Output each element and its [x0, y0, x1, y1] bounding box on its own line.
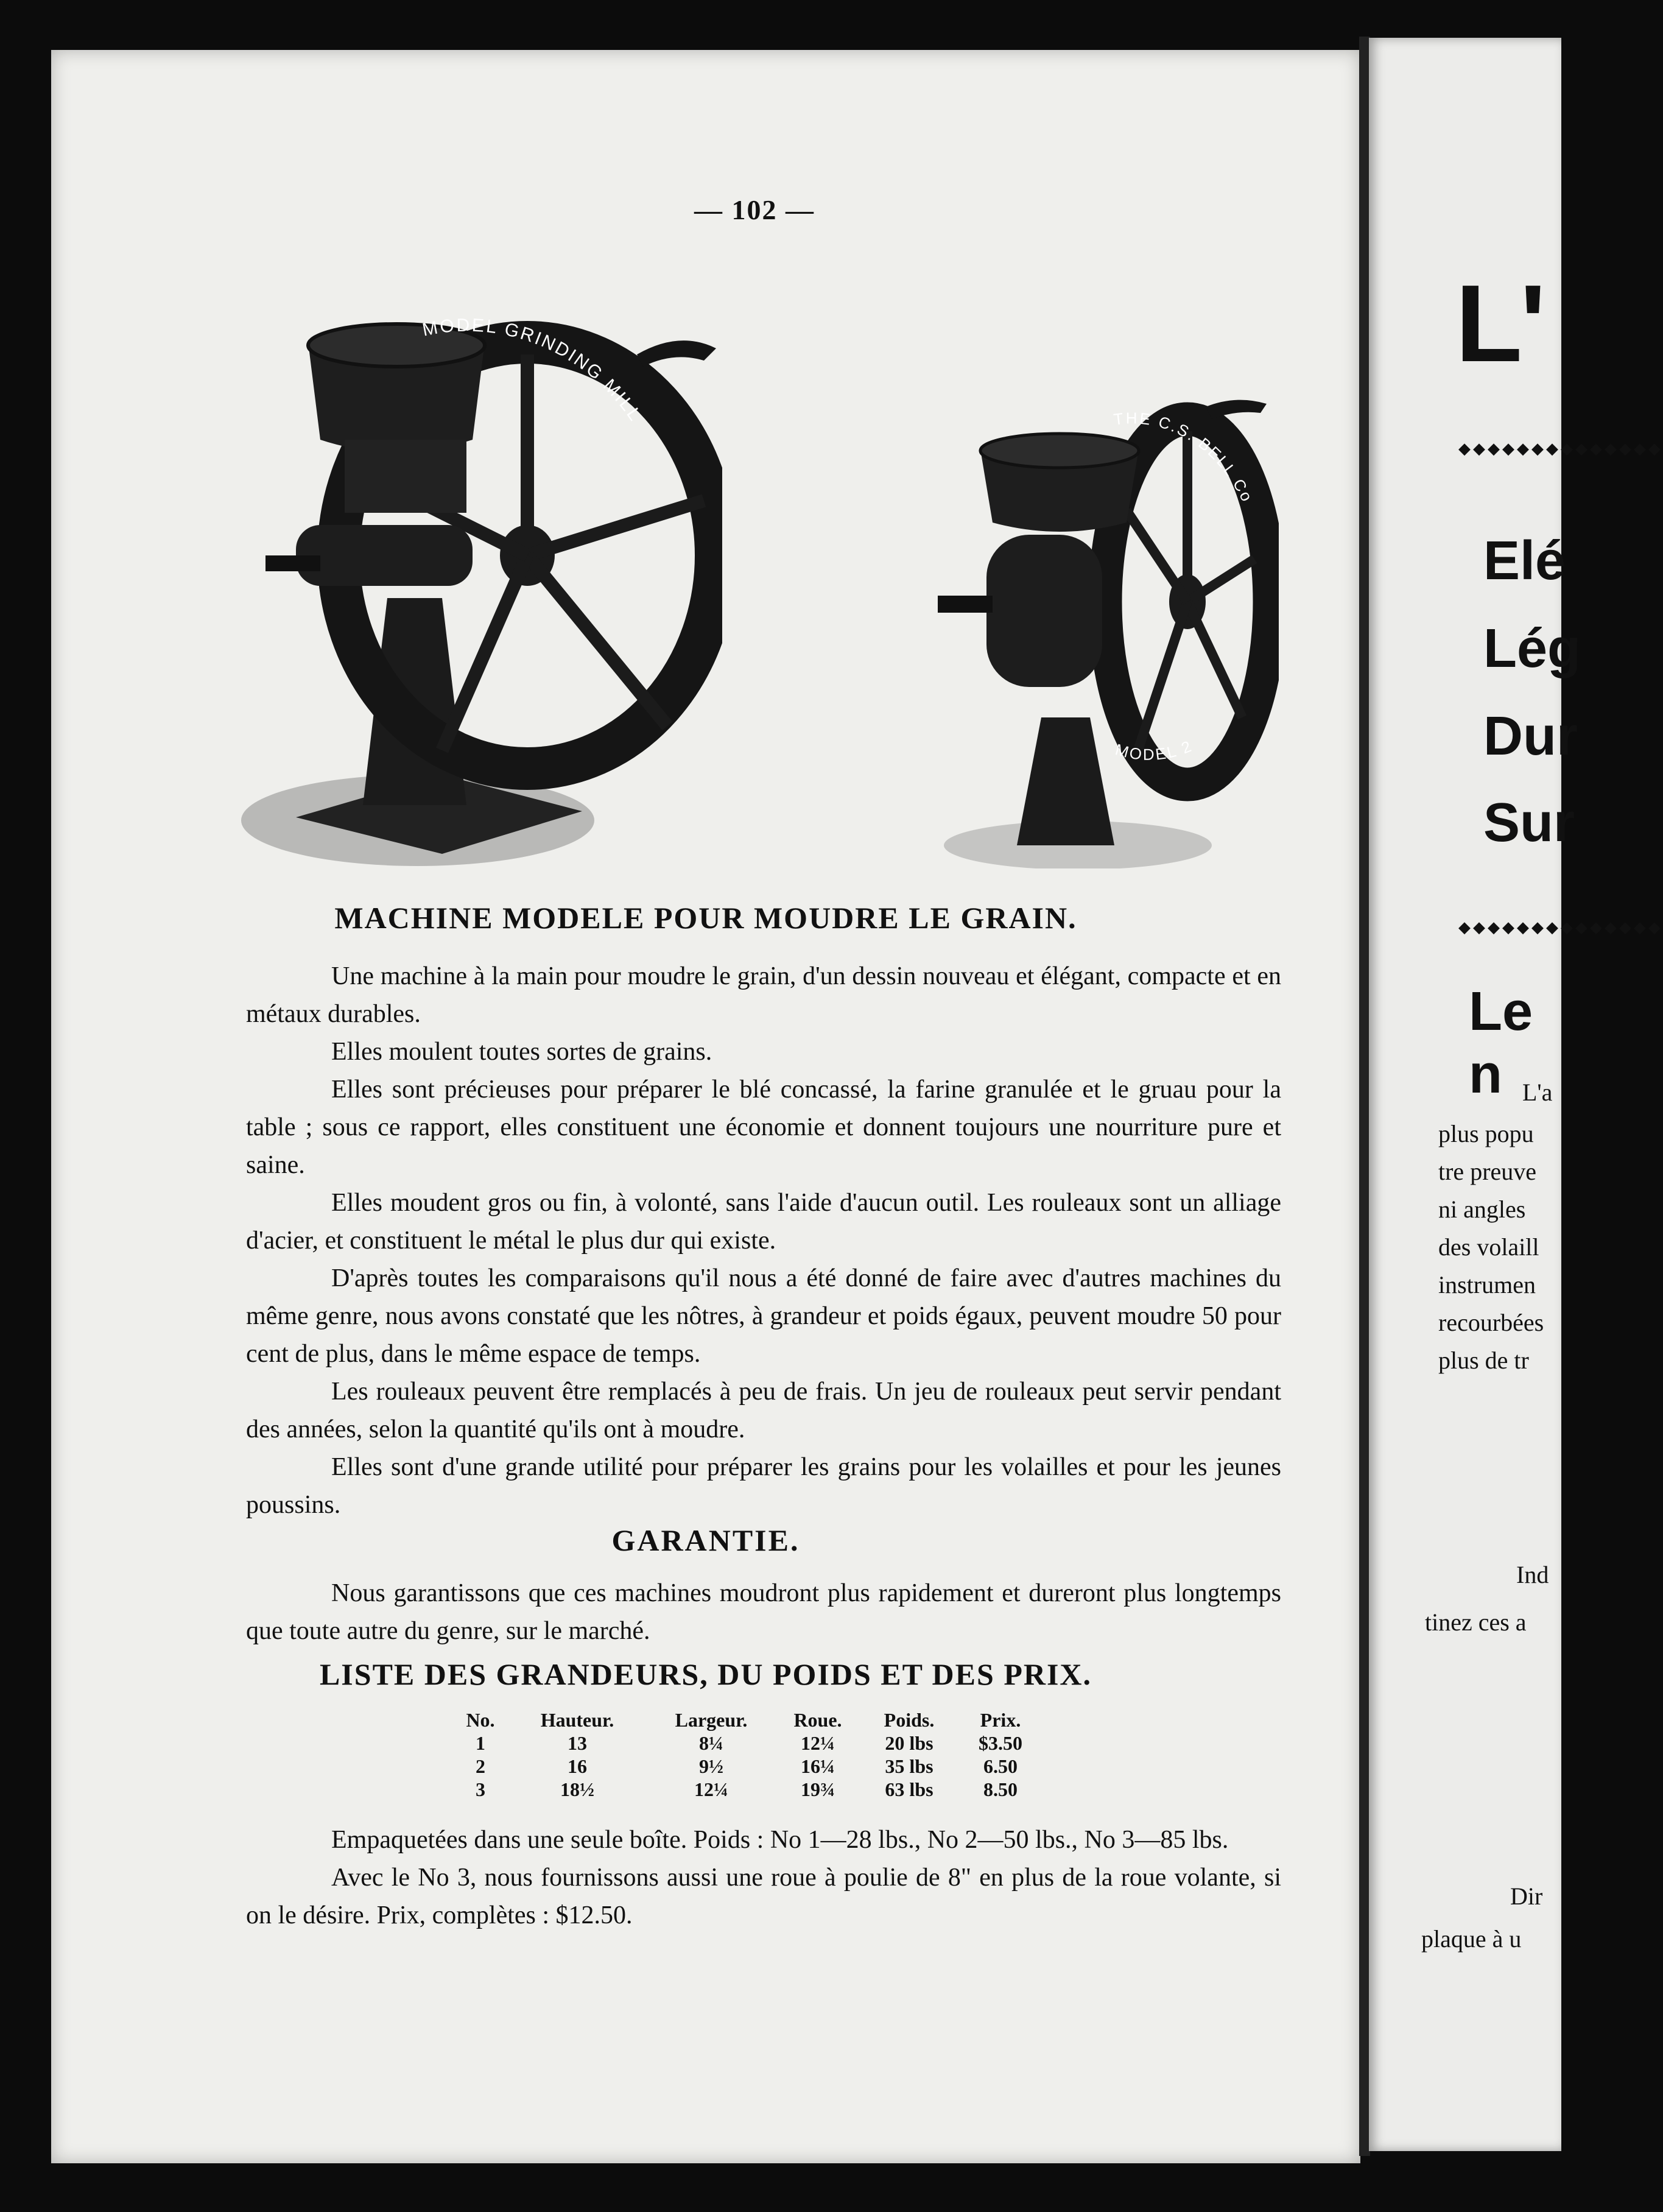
right-page-title-fragment: L' — [1455, 262, 1544, 385]
col-header-no: No. — [466, 1708, 495, 1731]
table-cell: 12¼ — [801, 1731, 835, 1754]
paragraph: Les rouleaux peuvent être remplacés à peu de frais. Un jeu de rouleaux peut servir pendant des années, selon la quantité qu'ils ont à moudre. — [246, 1378, 1281, 1443]
table-cell: 6.50 — [983, 1755, 1018, 1777]
table-cell: 13 — [568, 1731, 587, 1754]
table-cell: 18½ — [560, 1778, 594, 1800]
paragraph: D'après toutes les comparaisons qu'il nous a été donné de faire avec d'autres machines du même genre, nous avons constaté que les nôtres, à grandeur et poids égaux, peuvent moudre 50 pour cent de plus, dans le même espace de temps. — [246, 1264, 1281, 1368]
table-cell: 63 lbs — [885, 1778, 933, 1800]
table-cell: 9½ — [699, 1755, 723, 1777]
right-page-text-line: tinez ces a — [1425, 1608, 1527, 1636]
right-page-text-line: Dir — [1510, 1883, 1543, 1910]
grinding-mill-illustration-2 — [938, 376, 1279, 868]
col-header-price: Prix. — [980, 1708, 1021, 1731]
col-header-width: Largeur. — [675, 1708, 748, 1731]
col-header-height: Hauteur. — [540, 1708, 614, 1731]
paragraph: Avec le No 3, nous fournissons aussi une roue à poulie de 8" en plus de la roue volante, si on le désire. Prix, complètes : $12.50. — [246, 1864, 1281, 1929]
table-header-row — [451, 1708, 1040, 1731]
right-page-text-line: des volaill — [1438, 1233, 1539, 1261]
guarantee-text: Nous garantissons que ces machines moudront plus rapidement et dureront plus longtemps que toute autre du genre, sur le marché. — [246, 1579, 1281, 1645]
table-cell: 20 lbs — [885, 1731, 933, 1754]
table-row — [451, 1778, 1040, 1801]
table-cell: 2 — [476, 1755, 485, 1777]
paragraph: Elles sont précieuses pour préparer le blé concassé, la farine granulée et le gruau pour la table ; sous ce rapport, elles constituent une économie et donnent toujours une nourriture pure et saine. — [246, 1076, 1281, 1179]
right-page-text-line: Ind — [1516, 1561, 1549, 1588]
table-cell: 8.50 — [983, 1778, 1018, 1800]
right-page-text-line: tre preuve — [1438, 1158, 1537, 1185]
table-cell: 8¼ — [699, 1731, 723, 1754]
table-cell: 16 — [568, 1755, 587, 1777]
table-row — [451, 1731, 1040, 1755]
closing-text — [246, 1821, 1281, 1934]
right-page-text-line: instrumen — [1438, 1271, 1536, 1298]
right-page-subheading-fragment: Le n — [1469, 981, 1533, 1105]
table-cell: 19¾ — [801, 1778, 835, 1800]
right-page-dots-divider-2: ◆◆◆◆◆◆◆◆◆◆◆◆◆◆ — [1458, 918, 1663, 936]
grinding-mill-illustration-1 — [241, 269, 722, 872]
mill2-wheel-text: THE C.S. BELL Co — [1113, 409, 1257, 506]
mill1-wheel-text: MODEL GRINDING MILL — [420, 315, 646, 426]
paragraph: Elles sont d'une grande utilité pour préparer les grains pour les volailles et pour les jeunes poussins. — [246, 1453, 1281, 1519]
right-page-dots-divider: ◆◆◆◆◆◆◆◆◆◆◆◆◆◆ — [1458, 440, 1663, 457]
paragraph: Elles moudent gros ou fin, à volonté, sans l'aide d'aucun outil. Les rouleaux sont un alliage d'acier, et constituent le métal le plus dur qui existe. — [246, 1189, 1281, 1255]
col-header-weight: Poids. — [884, 1708, 935, 1731]
right-page-word: Dur — [1483, 706, 1578, 767]
table-cell: $3.50 — [979, 1731, 1022, 1754]
guarantee-heading: GARANTIE. — [611, 1523, 800, 1557]
table-cell: 1 — [476, 1731, 485, 1754]
right-page-text-line: ni angles — [1438, 1196, 1526, 1223]
table-cell: 3 — [476, 1778, 485, 1800]
right-page-text-line: recourbées — [1438, 1309, 1544, 1336]
page-number: — 102 — — [694, 194, 815, 225]
guarantee-text-block — [246, 1574, 1281, 1650]
description-text — [246, 957, 1281, 1524]
price-list-heading: LISTE DES GRANDEURS, DU POIDS ET DES PRIX. — [319, 1657, 1092, 1691]
main-heading: MACHINE MODELE POUR MOUDRE LE GRAIN. — [334, 901, 1077, 935]
table-cell: 16¼ — [801, 1755, 835, 1777]
table-cell: 12¼ — [694, 1778, 728, 1800]
table-row — [451, 1755, 1040, 1778]
paragraph: Elles moulent toutes sortes de grains. — [331, 1038, 712, 1066]
paragraph: Une machine à la main pour moudre le grain, d'un dessin nouveau et élégant, compacte et en métaux durables. — [246, 962, 1281, 1028]
table-cell: 35 lbs — [885, 1755, 933, 1777]
right-page-word: Elé — [1483, 530, 1566, 591]
right-page-text-line: plus popu — [1438, 1120, 1534, 1147]
col-header-wheel: Roue. — [793, 1708, 842, 1731]
right-page-word: Lég — [1483, 618, 1581, 679]
right-page-text-line: L'a — [1522, 1079, 1553, 1106]
paragraph: Empaquetées dans une seule boîte. Poids : No 1—28 lbs., No 2—50 lbs., No 3—85 lbs. — [331, 1826, 1229, 1854]
right-page-text-line: plus de tr — [1438, 1347, 1529, 1374]
right-page-word: Sur — [1483, 792, 1575, 853]
right-page-text-line: plaque à u — [1421, 1925, 1522, 1953]
mill2-model-text: MODEL 2 — [1113, 736, 1196, 764]
price-table — [451, 1708, 1040, 1801]
